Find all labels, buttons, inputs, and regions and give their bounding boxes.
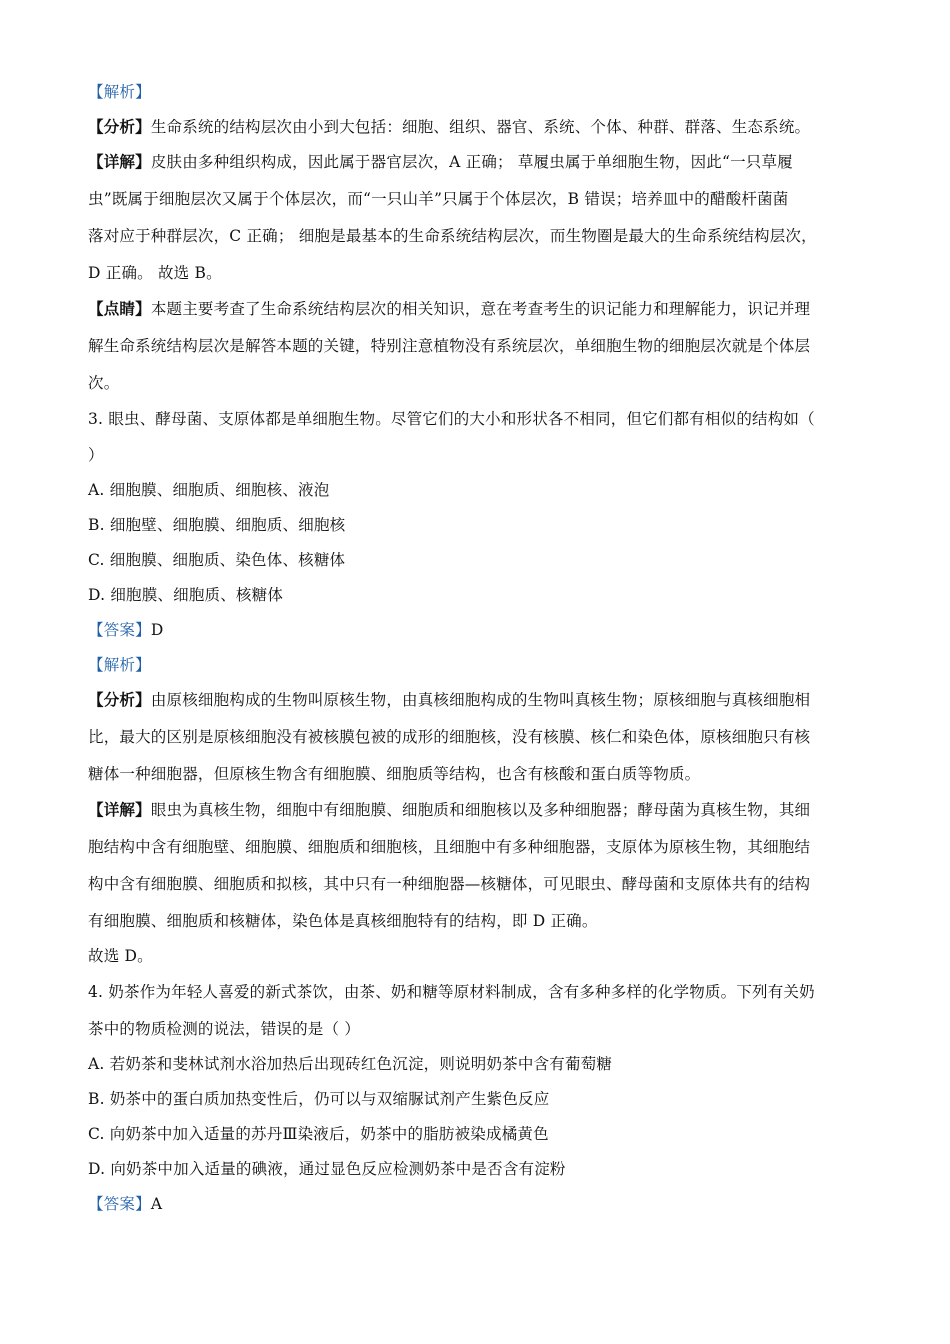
q4-option-d: D. 向奶茶中加入适量的碘液，通过显色反应检测奶茶中是否含有淀粉 xyxy=(88,1160,566,1178)
q3-xiangjie-label: 【详解】 xyxy=(88,800,151,819)
jiexi-heading: 【解析】 xyxy=(88,83,151,101)
xiangjie-line-4: D 正确。 故选 B。 xyxy=(88,264,222,282)
xiangjie-line-3: 落对应于种群层次，C 正确； 细胞是最基本的生命系统结构层次，而生物圈是最大的生命系统结构层次， xyxy=(88,227,817,245)
q3-xiangjie-line-1: 【详解】眼虫为真核生物，细胞中有细胞膜、细胞质和细胞核以及多种细胞器；酵母菌为真核生物，其细 xyxy=(88,800,811,819)
dianjing-line-2: 解生命系统结构层次是解答本题的关键，特别注意植物没有系统层次，单细胞生物的细胞层次就是个体层 xyxy=(88,337,811,355)
q3-xiangjie-line-2: 胞结构中含有细胞壁、细胞膜、细胞质和细胞核，且细胞中有多种细胞器，支原体为原核生物，其细胞结 xyxy=(88,838,811,856)
q4-stem-line-1: 4. 奶茶作为年轻人喜爱的新式茶饮，由茶、奶和糖等原材料制成，含有多种多样的化学物质。下列有关奶 xyxy=(88,983,815,1001)
q3-answer-label: 【答案】 xyxy=(88,621,151,639)
q3-option-b: B. 细胞壁、细胞膜、细胞质、细胞核 xyxy=(88,516,346,534)
q3-xiangjie-line-3: 构中含有细胞膜、细胞质和拟核，其中只有一种细胞器—核糖体，可见眼虫、酵母菌和支原体共有的结构 xyxy=(88,875,811,893)
q3-conclusion: 故选 D。 xyxy=(88,947,153,965)
xiangjie-label: 【详解】 xyxy=(88,152,151,171)
q3-option-d: D. 细胞膜、细胞质、核糖体 xyxy=(88,586,284,604)
q3-option-c: C. 细胞膜、细胞质、染色体、核糖体 xyxy=(88,551,346,569)
q4-answer-value: A xyxy=(150,1195,163,1213)
dianjing-label: 【点睛】 xyxy=(88,299,151,318)
q3-fenxi-line-3: 糖体一种细胞器，但原核生物含有细胞膜、细胞质等结构，也含有核酸和蛋白质等物质。 xyxy=(88,765,701,783)
q3-stem-line-1: 3. 眼虫、酵母菌、支原体都是单细胞生物。尽管它们的大小和形状各不相同，但它们都有相似的结构如（ xyxy=(88,410,815,428)
q3-answer xyxy=(88,619,163,641)
q3-fenxi-line-2: 比，最大的区别是原核细胞没有被核膜包被的成形的细胞核，没有核膜、核仁和染色体，原核细胞只有核 xyxy=(88,728,811,746)
q3-xiangjie-line-4: 有细胞膜、细胞质和核糖体，染色体是真核细胞特有的结构，即 D 正确。 xyxy=(88,912,598,930)
q3-answer-value: D xyxy=(150,621,164,639)
q3-option-a: A. 细胞膜、细胞质、细胞核、液泡 xyxy=(88,481,330,499)
q3-stem-line-2: ） xyxy=(88,446,104,464)
q3-fenxi-line-1: 【分析】由原核细胞构成的生物叫原核生物，由真核细胞构成的生物叫真核生物；原核细胞与真核细胞相 xyxy=(88,690,811,709)
q4-stem-line-2: 茶中的物质检测的说法，错误的是（ ） xyxy=(88,1020,361,1038)
q3-fenxi-label: 【分析】 xyxy=(88,690,151,709)
fenxi-paragraph xyxy=(88,116,810,138)
fenxi-label: 【分析】 xyxy=(88,117,151,136)
xiangjie-line-2: 虫”既属于细胞层次又属于个体层次，而“一只山羊”只属于个体层次，B 错误；培养皿中的醋酸杆菌菌 xyxy=(88,190,789,208)
dianjing-line-3: 次。 xyxy=(88,374,120,392)
q4-answer-label: 【答案】 xyxy=(88,1195,151,1213)
dianjing-line-1: 【点睛】本题主要考查了生命系统结构层次的相关知识，意在考查考生的识记能力和理解能力，识记并理 xyxy=(88,299,811,318)
fenxi-text: 生命系统的结构层次由小到大包括：细胞、组织、器官、系统、个体、种群、群落、生态系统。 xyxy=(150,118,811,136)
q4-option-a: A. 若奶茶和斐林试剂水浴加热后出现砖红色沉淀，则说明奶茶中含有葡萄糖 xyxy=(88,1055,613,1073)
q4-option-c: C. 向奶茶中加入适量的苏丹Ⅲ染液后，奶茶中的脂肪被染成橘黄色 xyxy=(88,1125,549,1143)
q4-answer xyxy=(88,1193,162,1215)
q3-jiexi-heading: 【解析】 xyxy=(88,656,151,674)
xiangjie-line-1: 【详解】皮肤由多种组织构成，因此属于器官层次，A 正确； 草履虫属于单细胞生物，因此“一只草履 xyxy=(88,152,793,171)
q4-option-b: B. 奶茶中的蛋白质加热变性后，仍可以与双缩脲试剂产生紫色反应 xyxy=(88,1090,550,1108)
